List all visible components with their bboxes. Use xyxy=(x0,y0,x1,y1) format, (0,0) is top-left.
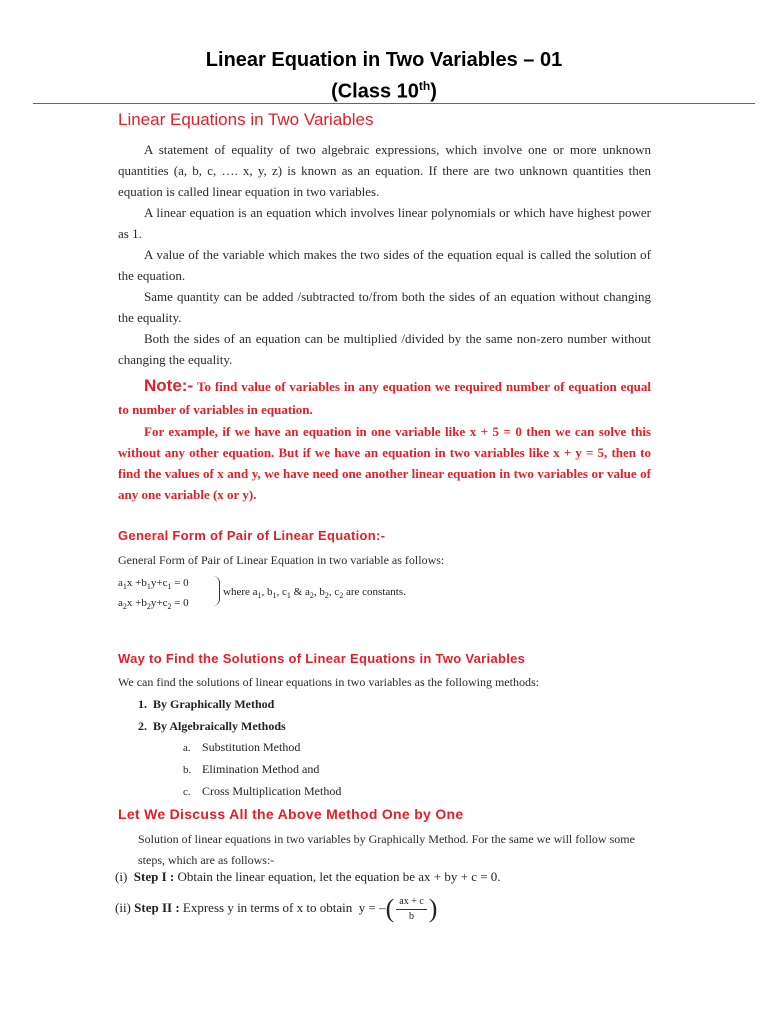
paragraph-text: A value of the variable which makes the two sides of the equation equal is called the solution of the equation. xyxy=(118,247,651,283)
formula-fraction xyxy=(396,895,427,924)
paragraph-text: Same quantity can be added /subtracted to/from both the sides of an equation without changing the equality. xyxy=(118,289,651,325)
left-paren: ( xyxy=(385,894,395,923)
list-number: 1. xyxy=(138,697,147,711)
subtitle-text: (Class 10 xyxy=(331,80,419,103)
list-label: By Graphically Method xyxy=(153,697,275,711)
paragraph xyxy=(118,328,651,370)
paragraph-text: A linear equation is an equation which involves linear polynomials or which have highest power as 1. xyxy=(118,205,651,241)
paragraph xyxy=(118,202,651,244)
sub-list-label: Cross Multiplication Method xyxy=(202,784,342,798)
step-1 xyxy=(115,869,501,885)
brace-symbol xyxy=(213,576,220,606)
step-label: Step I : xyxy=(133,869,175,884)
fraction-numerator: ax + c xyxy=(396,895,427,910)
note-example xyxy=(118,421,651,505)
sub-list-label: Elimination Method and xyxy=(202,762,320,776)
note-text: To find value of variables in any equation we required number of equation equal to number of variables in equation. xyxy=(118,379,652,417)
equation-2: $a_2x +b_2y+c_2 = 0$ xyxy=(118,597,189,612)
note-label: Note:- xyxy=(144,376,194,395)
step-number: (i) xyxy=(115,869,128,884)
subtitle-superscript: th xyxy=(418,79,431,93)
general-form-intro: General Form of Pair of Linear Equation in two variable as follows: xyxy=(118,553,445,567)
page-subtitle xyxy=(0,79,768,104)
step-text: Obtain the linear equation, let the equation be ax + by + c = 0. xyxy=(177,869,501,884)
paragraph-text: A statement of equality of two algebraic expressions, which involve one or more unknown quantities (a, b, c, …. x, y, z) is known as an equation. If there are two unknown quantities then equation is called linear equation in two variables. xyxy=(118,142,651,199)
step-number: (ii) xyxy=(115,899,131,915)
right-paren: ) xyxy=(428,894,438,923)
note-paragraph xyxy=(118,374,651,421)
list-label: By Algebraically Methods xyxy=(153,719,286,733)
step-2 xyxy=(115,894,437,924)
equation-1: $a_1x +b_1y+c_1 = 0$ xyxy=(118,577,189,592)
sub-list-item xyxy=(183,762,319,777)
section-heading-discuss-methods: Let We Discuss All the Above Method One by One xyxy=(118,806,464,822)
formula-lhs: y = – xyxy=(358,899,386,915)
sub-list-marker: a. xyxy=(183,742,191,754)
list-item xyxy=(138,697,274,712)
sub-list-marker: b. xyxy=(183,764,192,776)
paragraph xyxy=(118,244,651,286)
step-label: Step II : xyxy=(134,899,180,915)
methods-intro: We can find the solutions of linear equations in two variables as the following methods: xyxy=(118,675,539,689)
section-heading-general-form: General Form of Pair of Linear Equation:- xyxy=(118,528,386,543)
constants-note: where $a_1$, $b_1$, $c_1$ & $a_2$, $b_2$, $c_2$ are constants. xyxy=(223,586,406,601)
page-title: Linear Equation in Two Variables – 01 xyxy=(205,49,563,71)
list-item xyxy=(138,719,286,734)
paragraph xyxy=(118,139,651,202)
paragraph-text: Both the sides of an equation can be multiplied /divided by the same non-zero number without changing the equality. xyxy=(118,331,651,367)
paragraph xyxy=(118,286,651,328)
list-number: 2. xyxy=(138,719,147,733)
note-example-text: For example, if we have an equation in one variable like x + 5 = 0 then we can solve this without any other equation. But if we have an equation in two variables like x + y = 5, then to find the values of x and y, we have need one another linear equation in two variables or value of any one variable (x or y). xyxy=(118,424,651,502)
section-heading-linear-equations: Linear Equations in Two Variables xyxy=(118,110,374,129)
graphical-intro: Solution of linear equations in two variables by Graphically Method. For the same we will follow some steps, which are as follows:- xyxy=(138,832,635,867)
section-heading-way-to-find: Way to Find the Solutions of Linear Equations in Two Variables xyxy=(118,651,526,666)
sub-list-label: Substitution Method xyxy=(202,740,301,754)
step-text: Express y in terms of x to obtain xyxy=(182,899,353,915)
sub-list-item xyxy=(183,784,341,799)
sub-list-marker: c. xyxy=(183,786,191,798)
sub-list-item xyxy=(183,740,300,755)
fraction-denominator: b xyxy=(409,910,415,922)
title-divider xyxy=(33,103,755,104)
subtitle-end: ) xyxy=(430,80,437,103)
constants-note-text: are constants. xyxy=(346,586,406,598)
